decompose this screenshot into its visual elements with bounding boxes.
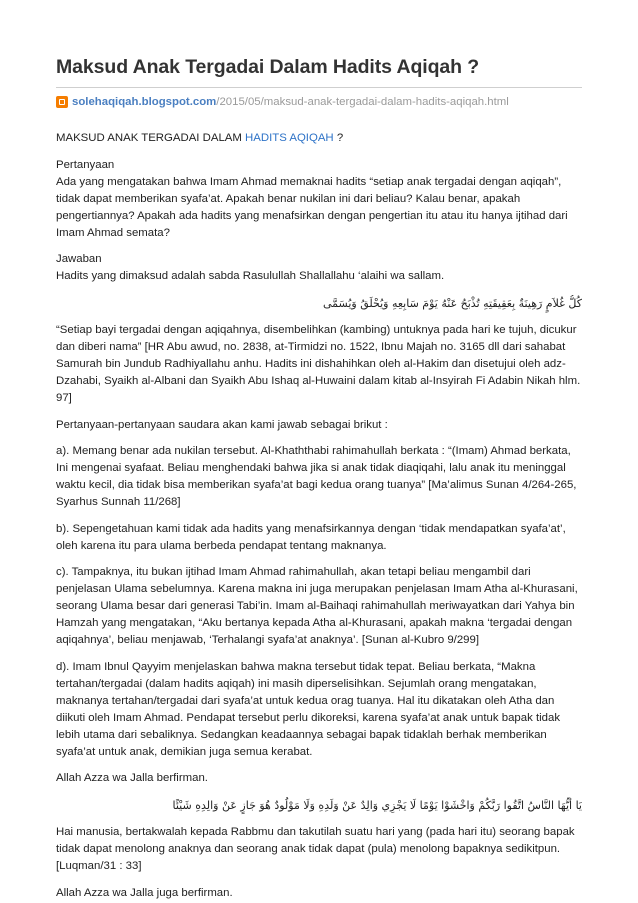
answers-intro: Pertanyaan-pertanyaan saudara akan kami jawab sebagai brikut : [56,418,388,431]
point-b: b). Sepengetahuan kami tidak ada hadits yang menafsirkannya dengan ‘tidak mendapatkan syafa’at’, oleh karena itu para ulama berbeda pendapat tentang maknanya. [56,522,566,552]
article-body [56,130,582,902]
arabic-verse: يَا أَيُّهَا النَّاسُ اتَّقُوا رَبَّكُمْ وَاخْشَوْا يَوْمًا لَا يَجْزِي وَالِدٌ عَنْ وَلَدِهِ وَلَا مَوْلُودٌ هُوَ جَازٍ عَنْ وَالِدِهِ شَيْئًا [172,798,582,812]
blogger-icon [56,96,68,108]
allah-says-2: Allah Azza wa Jalla juga berfirman. [56,886,233,899]
page-title: Maksud Anak Tergadai Dalam Hadits Aqiqah ? [56,56,480,78]
heading-suffix: ? [333,132,344,144]
title-divider [56,87,582,88]
source-domain-link[interactable]: solehaqiqah.blogspot.com [72,96,217,108]
arabic-hadith: كُلُّ غُلاَمٍ رَهِينَةٌ بِعَقِيقَتِهِ تُذْبَحُ عَنْهُ يَوْمَ سَابِعِهِ وَيُحْلَقُ وَيُسَمَّى [322,296,582,310]
hadith-translation: “Setiap bayi tergadai dengan aqiqahnya, disembelihkan (kambing) untuknya pada hari ke tujuh, dicukur dan diberi nama” [HR Abu awud, no. 2838, at-Tirmidzi no. 1522, Ibnu Majah no. 3165 dll dari sahabat Samurah bin Jundub Radhiyallahu anhu. Hadits ini dishahihkan oleh al-Hakim dan disetujui oleh adz-Dzahabi, Syaikh al-Albani dan Syaikh Abu Ishaq al-Huwaini dalam kitab al-Insyirah Fi Adabin Nikah hlm. 97] [56,324,581,404]
heading-prefix: MAKSUD ANAK TERGADAI DALAM [56,132,246,144]
answer-label: Jawaban [56,253,102,265]
point-d: d). Imam Ibnul Qayyim menjelaskan bahwa makna tersebut tidak tepat. Beliau berkata, “Makna tertahan/tergadai (dalam hadits aqiqah) ini masih diperselisihkan. Sejumlah orang mengatakan, maknanya tertahan/tergadai dari syafa’at untuk kedua orag tuanya. Hal itu dikatakan oleh Atha dan diikuti oleh Imam Ahmad. Pendapat tersebut perlu dikoreksi, karena syafa’at anak untuk bapak tidak lebih utama dari sebaliknya. Sedangkan keadaannya sebagai bapak tidaklah berhak memberikan syafa’at untuk anak, demikian juga semua kerabat. [56,660,561,758]
allah-says-1: Allah Azza wa Jalla berfirman. [56,772,208,784]
article-heading [56,130,582,147]
point-a: a). Memang benar ada nukilan tersebut. Al-Khaththabi rahimahullah berkata : “(Imam) Ahmad berkata, Ini mengenai syafaat. Beliau menghendaki bahwa jika si anak tidak diaqiqahi, lalu anak itu meninggal waktu kecil, dia tidak bisa memberikan syafa’at bagi kedua orang tuanya” [Ma’alimus Sunan 4/264-265, Syarhus Sunnah 11/268] [56,445,577,508]
answer-block [56,251,582,285]
point-c: c). Tampaknya, itu bukan ijtihad Imam Ahmad rahimahullah, akan tetapi beliau mengambil dari penjelasan Ulama sebelumnya. Karena makna ini juga merupakan penjelasan Imam Atha al-Khurasani, seorang Ulama besar dari generasi Tabi’in. Imam al-Baihaqi rahimahullah meriwayatkan dari Yahya bin Hamzah yang mengatakan, “Aku bertanya kepada Atha al-Khurasani, apakah makna ‘tergadai dengan aqiqahnya’, beliau menjawab, ‘Terhalangi syafa’at anaknya’. [Sunan al-Kubro 9/299] [56,566,578,646]
question-block [56,157,582,242]
verse-translation: Hai manusia, bertakwalah kepada Rabbmu dan takutilah suatu hari yang (pada hari itu) seorang bapak tidak dapat menolong anaknya dan seorang anak tidak dapat (pula) menolong bapaknya sedikitpun. [Luqman/31 : 33] [56,826,575,872]
source-path: /2015/05/maksud-anak-tergadai-dalam-hadits-aqiqah.html [216,96,509,108]
question-label: Pertanyaan [56,158,115,171]
hadits-aqiqah-link[interactable]: HADITS AQIQAH [245,132,334,144]
answer-intro: Hadits yang dimaksud adalah sabda Rasulullah Shallallahu ‘alaihi wa sallam. [56,270,445,282]
source-line [56,94,582,110]
question-text: Ada yang mengatakan bahwa Imam Ahmad memaknai hadits “setiap anak tergadai dengan aqiqah”, tidak dapat memberikan syafa’at. Apakah benar nukilan ini dari beliau? Kalau benar, apakah pengertiannya? Apakah ada hadits yang menafsirkan dengan pengertian itu atau itu hanya ijtihad dari Imam Ahmad semata? [56,175,568,239]
